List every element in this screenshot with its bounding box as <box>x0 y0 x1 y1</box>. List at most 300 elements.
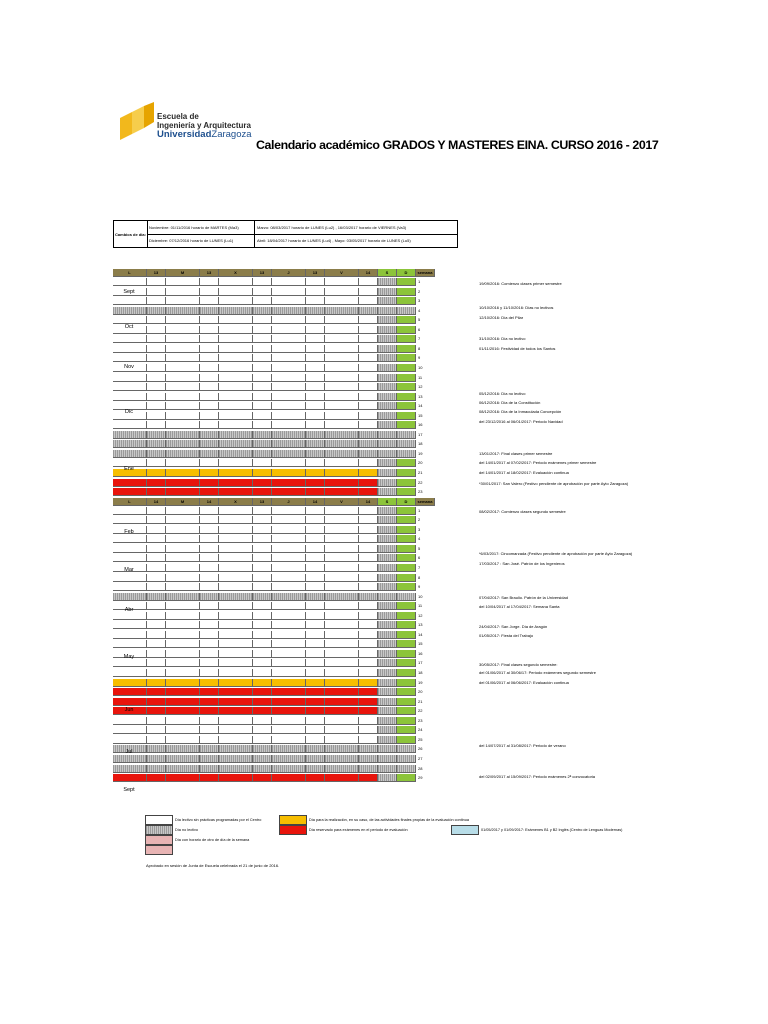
calendar-cell <box>272 354 306 362</box>
calendar-cell <box>378 650 397 658</box>
calendar-cell <box>253 479 272 487</box>
calendar-cell <box>200 564 219 572</box>
event-item: del 01/06/2017 al 30/06/17: Periodo exámenes segundo semestre <box>479 670 596 675</box>
calendar-cell <box>325 383 359 391</box>
calendar-cell <box>359 479 378 487</box>
calendar-cell <box>200 393 219 401</box>
week-row <box>113 459 464 468</box>
calendar-cell <box>166 535 200 543</box>
week-number: 23 <box>418 717 423 723</box>
calendar-cell <box>272 640 306 648</box>
week-number: 12 <box>418 612 423 618</box>
week-number: 17 <box>418 660 423 666</box>
calendar-cell <box>253 688 272 696</box>
calendar-cell <box>272 450 306 458</box>
calendar-cell <box>113 345 147 353</box>
week-number: 1 <box>418 507 421 513</box>
week-number: 14 <box>418 403 423 409</box>
month-label: Oct <box>124 324 134 330</box>
calendar-cell <box>166 364 200 372</box>
calendar-cell <box>397 479 416 487</box>
calendar-cell <box>325 554 359 562</box>
calendar-cell <box>272 726 306 734</box>
calendar-cell <box>147 602 166 610</box>
calendar-cell <box>166 631 200 639</box>
legend-blue: 01/05/2017 y 01/09/2017: Exámenes B1 y B2 Inglés (Centro de Lenguas Modernas) <box>481 828 623 832</box>
calendar-cell <box>397 707 416 715</box>
calendar-cell <box>359 393 378 401</box>
calendar-cell <box>166 698 200 706</box>
header-cell: M <box>166 498 200 506</box>
calendar-cell <box>359 535 378 543</box>
calendar-cell <box>378 316 397 324</box>
calendar-cell <box>306 698 325 706</box>
calendar-cell <box>253 374 272 382</box>
header-cell: S <box>378 498 397 506</box>
calendar-cell <box>325 488 359 496</box>
calendar-cell <box>397 688 416 696</box>
calendar-cell <box>147 707 166 715</box>
event-item: 01/05/2017: Fiesta del Trabajo <box>479 633 534 638</box>
calendar-cell <box>147 364 166 372</box>
calendar-cell <box>147 774 166 782</box>
calendar-cell <box>200 354 219 362</box>
calendar-cell <box>272 688 306 696</box>
calendar-cell <box>272 307 306 315</box>
calendar-cell <box>325 698 359 706</box>
calendar-cell <box>166 554 200 562</box>
calendar-cell <box>397 374 416 382</box>
calendar-cell <box>378 631 397 639</box>
event-item: 08/02/2017: Comienzo clases segundo semestre <box>479 509 566 514</box>
week-row <box>113 612 464 621</box>
calendar-cell <box>113 440 147 448</box>
calendar-cell <box>253 354 272 362</box>
calendar-cell <box>219 278 253 286</box>
calendar-cell <box>397 698 416 706</box>
calendar-cell <box>200 507 219 515</box>
calendar-cell <box>378 574 397 582</box>
calendar-cell <box>147 421 166 429</box>
calendar-cell <box>253 765 272 773</box>
calendar-cell <box>200 326 219 334</box>
month-label: Jul <box>125 749 133 755</box>
calendar-cell <box>219 507 253 515</box>
week-number: 4 <box>418 307 421 313</box>
calendar-cell <box>147 335 166 343</box>
week-number: 8 <box>418 345 421 351</box>
calendar-cell <box>219 393 253 401</box>
week-number: 8 <box>418 574 421 580</box>
calendar-cell <box>397 564 416 572</box>
calendar-cell <box>378 688 397 696</box>
month-label: Sept <box>123 289 135 295</box>
calendar-cell <box>219 307 253 315</box>
calendar-cell <box>378 326 397 334</box>
event-item: del 14/01/2017 al 07/02/2017: Periodo exámenes primer semestre <box>479 460 597 465</box>
calendar-cell <box>200 774 219 782</box>
calendar-cell <box>166 335 200 343</box>
calendar-cell <box>325 774 359 782</box>
week-number: 7 <box>418 336 421 342</box>
calendar-cell <box>359 421 378 429</box>
calendar-cell <box>378 383 397 391</box>
calendar-cell <box>253 297 272 305</box>
calendar-cell <box>378 659 397 667</box>
week-number: 7 <box>418 564 421 570</box>
calendar-cell <box>359 554 378 562</box>
calendar-cell <box>378 535 397 543</box>
calendar-cell <box>272 631 306 639</box>
calendar-cell <box>200 469 219 477</box>
calendar-cell <box>272 545 306 553</box>
calendar-cell <box>325 479 359 487</box>
week-row <box>113 402 464 411</box>
week-row <box>113 669 464 678</box>
calendar-cell <box>306 650 325 658</box>
calendar-cell <box>378 736 397 744</box>
calendar-cell <box>397 297 416 305</box>
calendar-cell <box>253 335 272 343</box>
calendar-cell <box>306 554 325 562</box>
calendar-cell <box>306 383 325 391</box>
calendar-cell <box>306 316 325 324</box>
calendar-cell <box>200 545 219 553</box>
calendar-cell <box>397 316 416 324</box>
calendar-cell <box>272 526 306 534</box>
week-number: 20 <box>418 689 423 695</box>
cambios-nov: Noviembre: 01/11/2016 horario de MARTES (Ma3) <box>149 225 239 230</box>
calendar-cell <box>397 431 416 439</box>
week-row <box>113 688 464 697</box>
calendar-cell <box>147 765 166 773</box>
calendar-cell <box>325 374 359 382</box>
calendar-cell <box>166 545 200 553</box>
header-cell: X <box>219 269 253 277</box>
week-row <box>113 593 464 602</box>
calendar-cell <box>397 335 416 343</box>
calendar-cell <box>397 574 416 582</box>
calendar-cell <box>219 707 253 715</box>
calendar-cell <box>325 364 359 372</box>
calendar-cell <box>253 421 272 429</box>
calendar-cell <box>325 412 359 420</box>
calendar-cell <box>306 412 325 420</box>
week-number: 21 <box>418 470 423 475</box>
week-row <box>113 335 464 344</box>
calendar-cell <box>306 488 325 496</box>
week-row <box>113 554 464 563</box>
calendar-cell <box>253 440 272 448</box>
calendar-cell <box>359 631 378 639</box>
event-item: 12/10/2016: Día del Pilar <box>479 315 524 320</box>
calendar-cell <box>325 545 359 553</box>
week-row <box>113 383 464 392</box>
calendar-cell <box>306 431 325 439</box>
calendar-cell <box>325 688 359 696</box>
week-row <box>113 650 464 659</box>
calendar-cell <box>147 688 166 696</box>
week-row <box>113 535 464 544</box>
calendar-cell <box>397 554 416 562</box>
month-label: Nov <box>124 364 134 370</box>
week-number: 26 <box>418 746 423 752</box>
calendar-cell <box>200 431 219 439</box>
calendar-cell <box>147 316 166 324</box>
calendar-cell <box>397 755 416 763</box>
calendar-cell <box>253 583 272 591</box>
calendar-cell <box>219 621 253 629</box>
calendar-cell <box>253 745 272 753</box>
calendar-cell <box>219 288 253 296</box>
event-item: del 01/06/2017 al 06/06/2017: Evaluación continua <box>479 680 569 685</box>
calendar-cell <box>166 526 200 534</box>
calendar-cell <box>397 516 416 524</box>
calendar-cell <box>113 736 147 744</box>
calendar-cell <box>253 364 272 372</box>
logo-text <box>157 112 252 139</box>
calendar-cell <box>325 745 359 753</box>
header-cell: 14 <box>359 269 378 277</box>
calendar-cell <box>253 602 272 610</box>
cambios-box <box>113 220 458 248</box>
calendar-cell <box>147 345 166 353</box>
calendar-cell <box>200 335 219 343</box>
calendar-cell <box>397 412 416 420</box>
header-cell: J <box>272 498 306 506</box>
calendar-cell <box>359 736 378 744</box>
calendar-cell <box>272 669 306 677</box>
calendar-cell <box>166 402 200 410</box>
calendar-cell <box>113 421 147 429</box>
calendar-cell <box>378 469 397 477</box>
calendar-cell <box>397 345 416 353</box>
calendar-cell <box>219 717 253 725</box>
calendar-cell <box>219 736 253 744</box>
calendar-cell <box>166 479 200 487</box>
week-number: 3 <box>418 526 421 532</box>
calendar-cell <box>306 574 325 582</box>
calendar-cell <box>219 469 253 477</box>
calendar-cell <box>200 516 219 524</box>
calendar-cell <box>325 659 359 667</box>
week-number: 16 <box>418 650 423 656</box>
calendar-cell <box>219 354 253 362</box>
calendar-cell <box>378 554 397 562</box>
header-cell: 13 <box>253 269 272 277</box>
calendar-cell <box>397 421 416 429</box>
calendar-cell <box>306 526 325 534</box>
calendar-cell <box>359 412 378 420</box>
calendar-cell <box>359 593 378 601</box>
calendar-cell <box>325 297 359 305</box>
calendar-cell <box>113 583 147 591</box>
calendar-cell <box>378 707 397 715</box>
calendar-cell <box>306 688 325 696</box>
calendar-cell <box>200 621 219 629</box>
calendar-cell <box>306 507 325 515</box>
calendar-cell <box>113 307 147 315</box>
calendar-cell <box>147 297 166 305</box>
calendar-cell <box>147 440 166 448</box>
calendar-cell <box>272 469 306 477</box>
calendar-cell <box>359 669 378 677</box>
calendar-cell <box>200 479 219 487</box>
calendar-cell <box>397 393 416 401</box>
calendar-cell <box>147 326 166 334</box>
week-number: 17 <box>418 431 423 437</box>
calendar-cell <box>200 765 219 773</box>
calendar-cell <box>325 431 359 439</box>
calendar-cell <box>166 717 200 725</box>
calendar-cell <box>253 526 272 534</box>
week-row <box>113 583 464 592</box>
calendar-cell <box>219 316 253 324</box>
calendar-cell <box>306 564 325 572</box>
header-cell: 14 <box>306 498 325 506</box>
calendar-cell <box>272 774 306 782</box>
calendar-cell <box>200 412 219 420</box>
calendar-cell <box>397 669 416 677</box>
week-row <box>113 774 464 783</box>
calendar-cell <box>378 479 397 487</box>
calendar-cell <box>272 765 306 773</box>
week-row <box>113 364 464 373</box>
calendar-cell <box>325 717 359 725</box>
calendar-cell <box>378 421 397 429</box>
calendar-cell <box>359 545 378 553</box>
week-number: 1 <box>418 279 421 284</box>
calendar-cell <box>359 364 378 372</box>
header-cell: semana <box>416 498 435 506</box>
calendar-cell <box>113 574 147 582</box>
calendar-cell <box>166 393 200 401</box>
calendar-cell <box>272 297 306 305</box>
calendar-cell <box>200 659 219 667</box>
calendar-cell <box>378 440 397 448</box>
calendar-cell <box>166 726 200 734</box>
week-number: 2 <box>418 517 421 523</box>
header-cell: V <box>325 269 359 277</box>
calendar-cell <box>253 755 272 763</box>
calendar-cell <box>306 679 325 687</box>
calendar-cell <box>306 745 325 753</box>
calendar-cell <box>359 640 378 648</box>
calendar-cell <box>306 545 325 553</box>
week-number: 28 <box>418 765 423 771</box>
calendar-cell <box>200 374 219 382</box>
week-row <box>113 469 464 478</box>
calendar-cell <box>325 535 359 543</box>
calendar-cell <box>166 593 200 601</box>
calendar-cell <box>378 450 397 458</box>
calendar-cell <box>219 659 253 667</box>
legend-white-swatch <box>145 815 173 825</box>
calendar-cell <box>378 354 397 362</box>
week-row <box>113 564 464 573</box>
calendar-cell <box>359 745 378 753</box>
calendar-cell <box>397 526 416 534</box>
calendar-cell <box>113 450 147 458</box>
calendar-cell <box>113 516 147 524</box>
calendar-cell <box>166 488 200 496</box>
calendar-cell <box>359 354 378 362</box>
week-row <box>113 412 464 421</box>
month-label: Sept <box>123 787 135 793</box>
calendar-cell <box>397 745 416 753</box>
week-number: 23 <box>418 489 423 495</box>
calendar-cell <box>166 612 200 620</box>
header-row-2 <box>113 498 464 507</box>
calendar-cell <box>147 726 166 734</box>
calendar-cell <box>200 450 219 458</box>
calendar-cell <box>147 516 166 524</box>
calendar-cell <box>378 745 397 753</box>
calendar-cell <box>378 488 397 496</box>
calendar-cell <box>325 640 359 648</box>
calendar-cell <box>147 669 166 677</box>
calendar-cell <box>272 593 306 601</box>
calendar-cell <box>219 669 253 677</box>
event-item: del 10/04/2017 al 17/04/2017: Semana Santa <box>479 604 560 609</box>
week-row <box>113 574 464 583</box>
month-label: Mar <box>124 567 134 573</box>
calendar-cell <box>200 745 219 753</box>
calendar-cell <box>325 278 359 286</box>
calendar-cell <box>166 278 200 286</box>
calendar-cell <box>272 393 306 401</box>
calendar-cell <box>378 459 397 467</box>
week-row <box>113 431 464 440</box>
calendar-cell <box>397 450 416 458</box>
calendar-cell <box>253 402 272 410</box>
calendar-cell <box>306 765 325 773</box>
calendar-cell <box>306 736 325 744</box>
calendar-cell <box>147 479 166 487</box>
page-title: Calendario académico GRADOS Y MASTERES EINA. CURSO 2016 - 2017 <box>256 138 659 152</box>
calendar-cell <box>272 288 306 296</box>
calendar-cell <box>378 402 397 410</box>
calendar-cell <box>397 469 416 477</box>
week-number: 19 <box>418 679 423 685</box>
calendar-cell <box>219 726 253 734</box>
calendar-cell <box>325 593 359 601</box>
week-number: 27 <box>418 755 423 761</box>
calendar-cell <box>359 297 378 305</box>
calendar-cell <box>272 374 306 382</box>
calendar-cell <box>166 774 200 782</box>
calendar-cell <box>147 450 166 458</box>
calendar-cell <box>272 516 306 524</box>
calendar-cell <box>306 640 325 648</box>
week-row <box>113 736 464 745</box>
calendar-cell <box>219 545 253 553</box>
week-row <box>113 717 464 726</box>
calendar-cell <box>306 602 325 610</box>
cambios-abr: Abril: 18/04/2017 horario de LUNES (Lu4) , Mayo: 03/05/2017 horario de LUNES (Lu5) <box>257 238 411 243</box>
calendar-cell <box>397 288 416 296</box>
header-cell: 13 <box>253 498 272 506</box>
calendar-cell <box>219 650 253 658</box>
calendar-cell <box>147 402 166 410</box>
week-number: 20 <box>418 460 423 466</box>
calendar-cell <box>272 698 306 706</box>
calendar-cell <box>200 440 219 448</box>
calendar-cell <box>306 593 325 601</box>
calendar-cell <box>378 621 397 629</box>
calendar-cell <box>253 469 272 477</box>
calendar-cell <box>200 669 219 677</box>
